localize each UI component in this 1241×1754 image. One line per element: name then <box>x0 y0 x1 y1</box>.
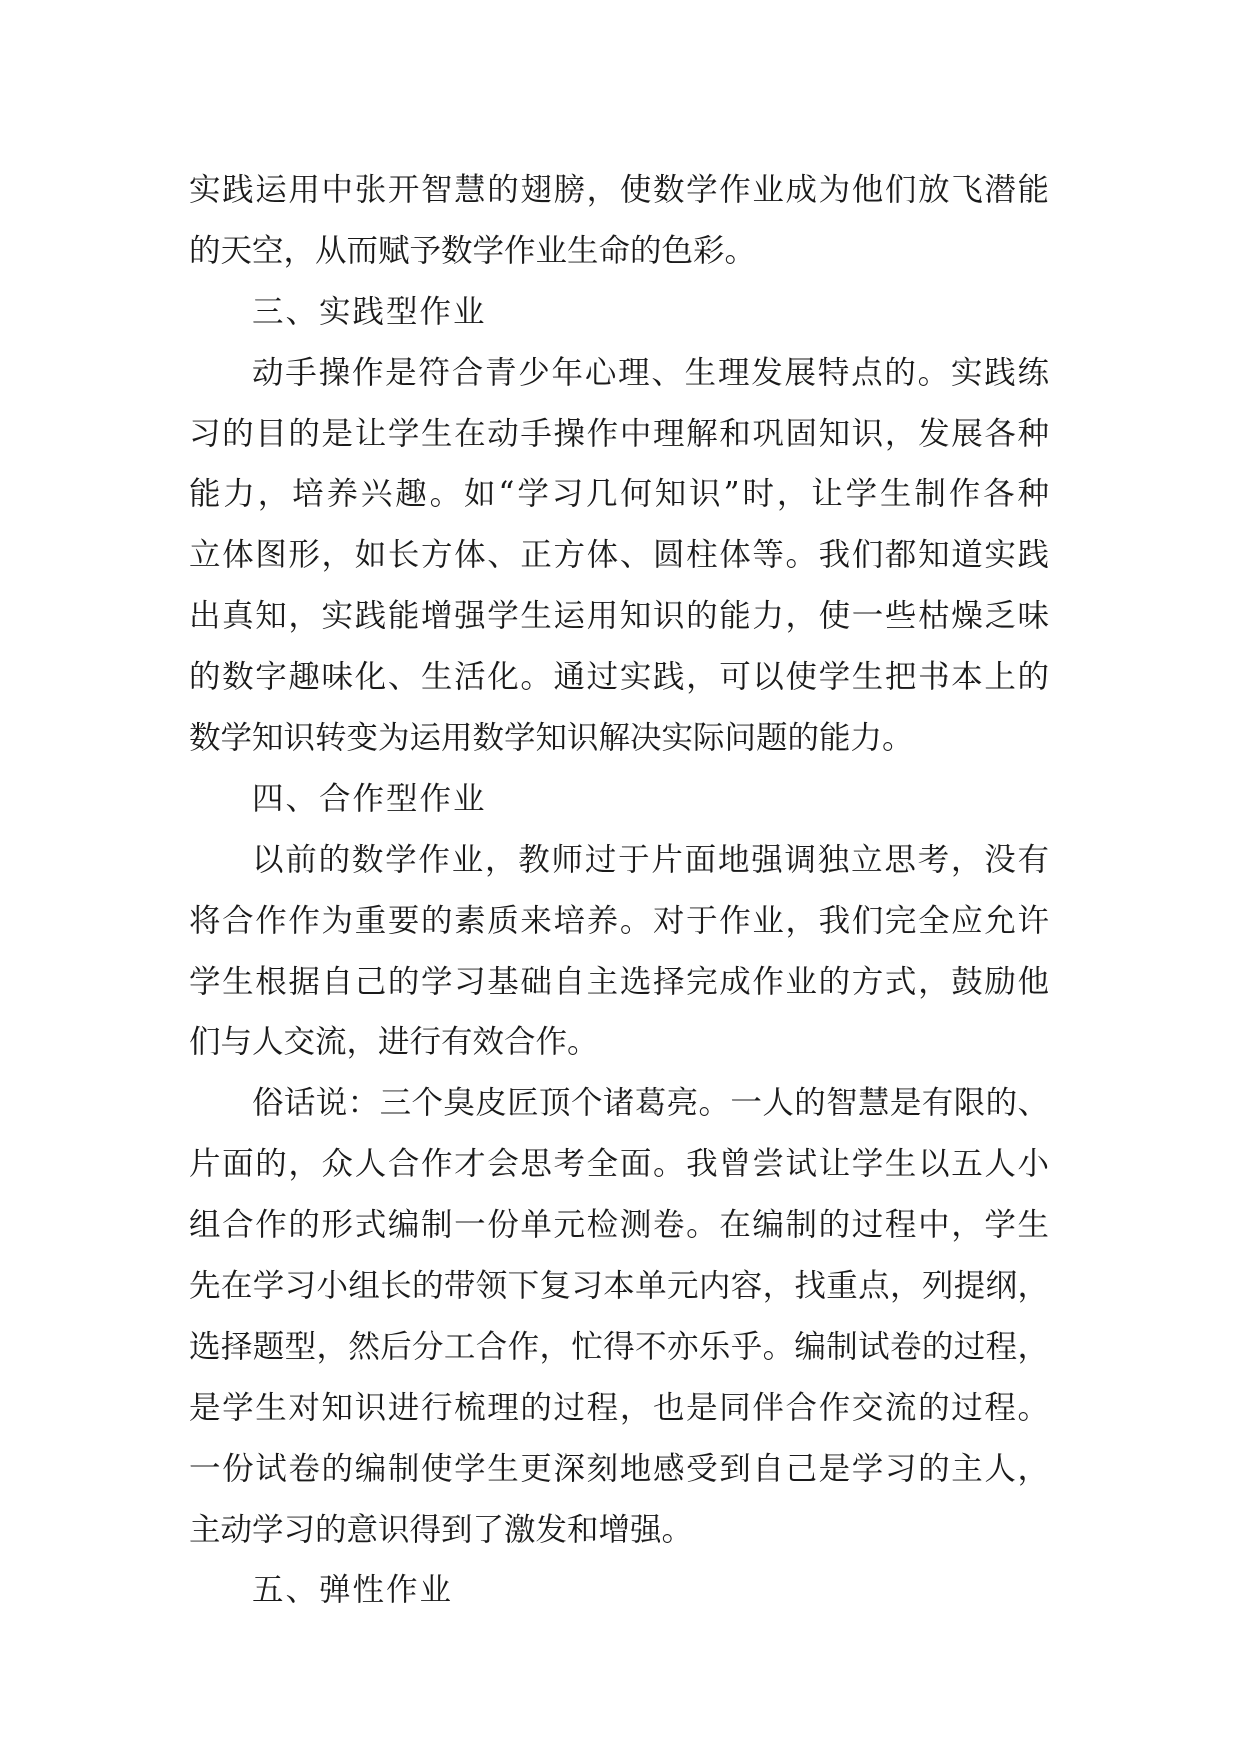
text-line: 数学知识转变为运用数学知识解决实际问题的能力。 <box>189 720 914 757</box>
text-line: 立体图形，如长方体、正方体、圆柱体等。我们都知道实践 <box>189 537 1049 574</box>
text-line: 们与人交流，进行有效合作。 <box>189 1024 599 1061</box>
text-line: 先在学习小组长的带领下复习本单元内容，找重点，列提纲， <box>189 1268 1049 1305</box>
document-body <box>189 160 1049 1621</box>
section-heading: 五、弹性作业 <box>252 1572 454 1609</box>
section-heading: 三、实践型作业 <box>252 293 487 330</box>
text-line: 片面的，众人合作才会思考全面。我曾尝试让学生以五人小 <box>189 1146 1049 1183</box>
text-line: 能力，培养兴趣。如“学习几何知识”时，让学生制作各种 <box>189 476 1049 513</box>
text-line: 主动学习的意识得到了激发和增强。 <box>189 1511 694 1548</box>
text-line: 动手操作是符合青少年心理、生理发展特点的。实践练 <box>252 354 1049 391</box>
text-line: 习的目的是让学生在动手操作中理解和巩固知识，发展各种 <box>189 415 1049 452</box>
text-line: 俗话说：三个臭皮匠顶个诸葛亮。一人的智慧是有限的、 <box>252 1085 1049 1122</box>
text-line: 将合作作为重要的素质来培养。对于作业，我们完全应允许 <box>189 902 1049 939</box>
section-heading: 四、合作型作业 <box>252 780 487 817</box>
text-line: 的天空，从而赋予数学作业生命的色彩。 <box>189 232 757 269</box>
text-line: 选择题型，然后分工合作，忙得不亦乐乎。编制试卷的过程， <box>189 1328 1049 1365</box>
text-line: 出真知，实践能增强学生运用知识的能力，使一些枯燥乏味 <box>189 598 1049 635</box>
text-line: 以前的数学作业，教师过于片面地强调独立思考，没有 <box>252 841 1049 878</box>
text-line: 组合作的形式编制一份单元检测卷。在编制的过程中，学生 <box>189 1207 1049 1244</box>
text-line: 一份试卷的编制使学生更深刻地感受到自己是学习的主人， <box>189 1450 1049 1487</box>
text-line: 学生根据自己的学习基础自主选择完成作业的方式，鼓励他 <box>189 963 1049 1000</box>
text-line: 的数字趣味化、生活化。通过实践，可以使学生把书本上的 <box>189 659 1049 696</box>
text-line: 是学生对知识进行梳理的过程，也是同伴合作交流的过程。 <box>189 1389 1049 1426</box>
text-line: 实践运用中张开智慧的翅膀，使数学作业成为他们放飞潜能 <box>189 172 1049 208</box>
